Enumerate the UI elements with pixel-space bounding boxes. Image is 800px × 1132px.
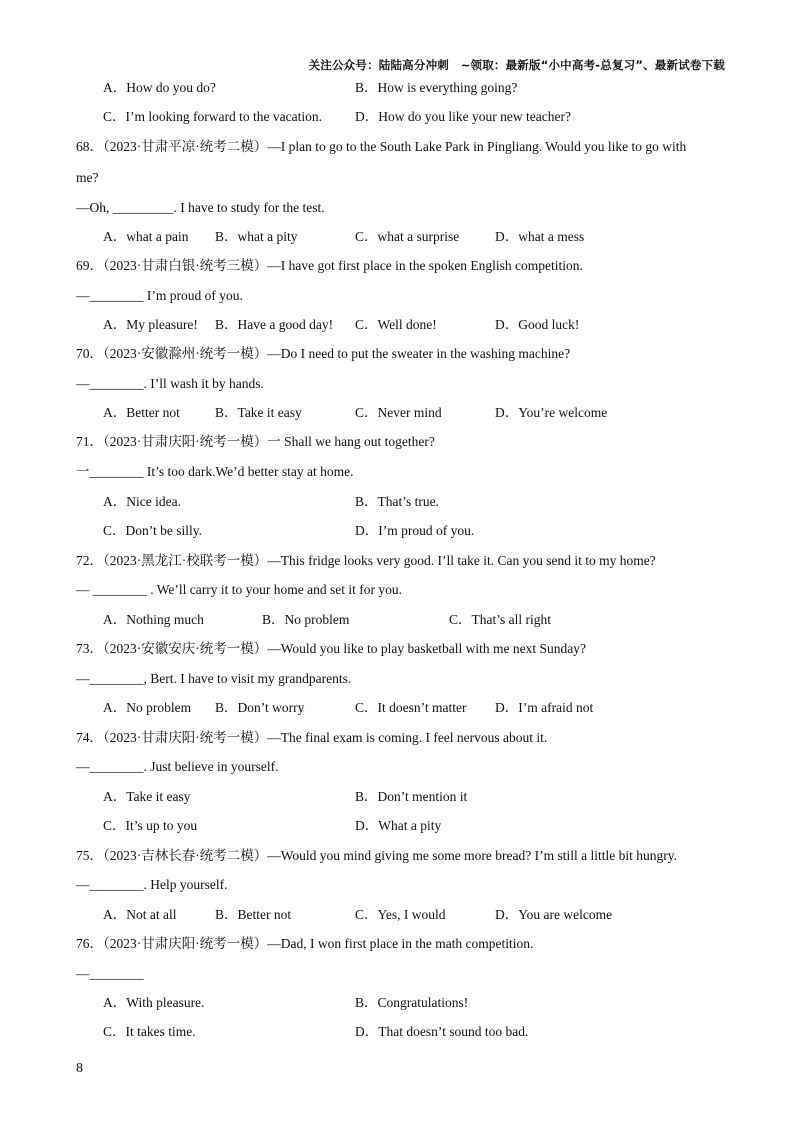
- option-a: A．Take it easy: [103, 789, 191, 804]
- option-d: D．You are welcome: [495, 907, 613, 922]
- option-a: A．No problem: [103, 700, 192, 715]
- option-d: D．That doesn’t sound too bad.: [355, 1024, 529, 1039]
- option-b: B．Congratulations!: [355, 995, 469, 1010]
- page-header: 关注公众号：陆陆高分冲刺 ~领取：最新版“小中高考-总复习”、最新试卷下载: [308, 58, 725, 72]
- option-c: C．Yes, I would: [355, 907, 446, 922]
- option-c: C．I’m looking forward to the vacation.: [103, 109, 322, 124]
- question-stem: 70．（2023·安徽滁州·统考一模）—Do I need to put the sweater in the washing machine?: [76, 346, 571, 361]
- question-stem: 71．（2023·甘肃庆阳·统考一模）一 Shall we hang out together?: [76, 434, 435, 449]
- option-b: B．No problem: [262, 612, 350, 627]
- option-d: D．I’m afraid not: [495, 700, 594, 715]
- option-b: B．Have a good day!: [215, 317, 334, 332]
- option-b: B．Don’t mention it: [355, 789, 468, 804]
- option-b: B．Better not: [215, 907, 292, 922]
- answer-line: —________. I’ll wash it by hands.: [76, 376, 264, 391]
- question-stem: 75．（2023·吉林长春·统考二模）—Would you mind giving me some more bread? I’m still a little bit hungry.: [76, 848, 677, 863]
- option-c: C．It’s up to you: [103, 818, 198, 833]
- option-d: D．You’re welcome: [495, 405, 608, 420]
- question-stem-continued: me?: [76, 170, 99, 185]
- option-c: C．That’s all right: [449, 612, 551, 627]
- option-b: B．That’s true.: [355, 494, 439, 509]
- answer-line: —Oh, _________. I have to study for the test.: [76, 200, 325, 215]
- option-c: C．Don’t be silly.: [103, 523, 203, 538]
- option-a: A．With pleasure.: [103, 995, 205, 1010]
- answer-line: 一________ It’s too dark.We’d better stay at home.: [76, 464, 354, 479]
- option-b: B．what a pity: [215, 229, 298, 244]
- question-stem: 69．（2023·甘肃白银·统考三模）—I have got first place in the spoken English competition.: [76, 258, 583, 273]
- option-d: D．Good luck!: [495, 317, 580, 332]
- option-a: A．Better not: [103, 405, 180, 420]
- option-d: D．I’m proud of you.: [355, 523, 475, 538]
- option-c: C．what a surprise: [355, 229, 460, 244]
- option-b: B．How is everything going?: [355, 80, 518, 95]
- question-stem: 72．（2023·黑龙江·校联考一模）—This fridge looks very good. I’ll take it. Can you send it to my home?: [76, 553, 656, 568]
- page-number: 8: [76, 1061, 83, 1076]
- question-stem: 73．（2023·安徽安庆·统考一模）—Would you like to play basketball with me next Sunday?: [76, 641, 586, 656]
- answer-line: —________. Just believe in yourself.: [76, 759, 279, 774]
- option-d: D．How do you like your new teacher?: [355, 109, 571, 124]
- option-a: A．what a pain: [103, 229, 189, 244]
- answer-line: — ________ . We’ll carry it to your home and set it for you.: [76, 582, 402, 597]
- option-a: A．My pleasure!: [103, 317, 198, 332]
- option-a: A．Nothing much: [103, 612, 204, 627]
- answer-line: —________, Bert. I have to visit my grandparents.: [76, 671, 352, 686]
- option-d: D．what a mess: [495, 229, 585, 244]
- option-b: B．Don’t worry: [215, 700, 305, 715]
- option-a: A．Not at all: [103, 907, 177, 922]
- answer-line: —________: [76, 966, 144, 981]
- option-c: C．It doesn’t matter: [355, 700, 467, 715]
- answer-line: —________. Help yourself.: [76, 877, 228, 892]
- question-stem: 74．（2023·甘肃庆阳·统考一模）—The final exam is coming. I feel nervous about it.: [76, 730, 548, 745]
- question-stem: 68．（2023·甘肃平凉·统考二模）—I plan to go to the South Lake Park in Pingliang. Would you like to go with: [76, 139, 687, 154]
- option-a: A．How do you do?: [103, 80, 216, 95]
- option-b: B．Take it easy: [215, 405, 302, 420]
- option-c: C．It takes time.: [103, 1024, 196, 1039]
- option-a: A．Nice idea.: [103, 494, 181, 509]
- option-c: C．Never mind: [355, 405, 442, 420]
- option-c: C．Well done!: [355, 317, 437, 332]
- question-stem: 76．（2023·甘肃庆阳·统考一模）—Dad, I won first place in the math competition.: [76, 936, 534, 951]
- answer-line: —________ I’m proud of you.: [76, 288, 243, 303]
- option-d: D．What a pity: [355, 818, 442, 833]
